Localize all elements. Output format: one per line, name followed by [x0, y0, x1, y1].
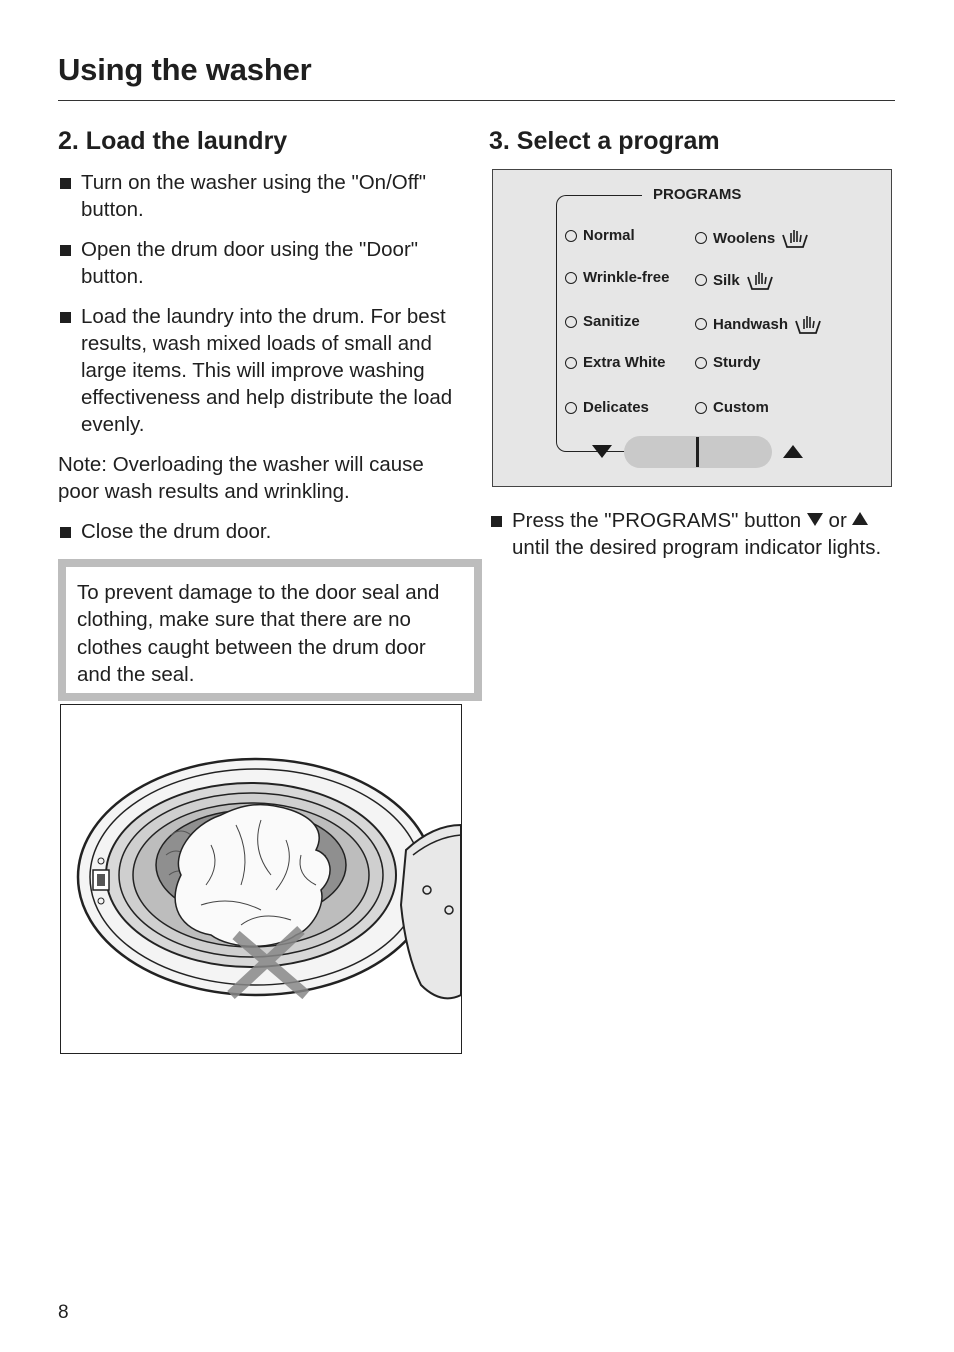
bullet-text: Close the drum door.: [81, 520, 272, 543]
select-program-heading: 3. Select a program: [489, 127, 720, 155]
indicator-led-icon: [695, 402, 707, 414]
bullet-square-icon: [60, 312, 71, 323]
page-number: 8: [58, 1302, 69, 1323]
program-normal[interactable]: [565, 227, 635, 244]
program-label: Extra White: [583, 354, 666, 371]
program-label: Sanitize: [583, 313, 640, 330]
indicator-led-icon: [695, 357, 707, 369]
program-instruction: [512, 509, 881, 559]
indicator-led-icon: [565, 402, 577, 414]
bullet-text: Open the drum door using the "Door" button.: [81, 238, 419, 288]
handwash-tub-icon: [794, 313, 822, 335]
handwash-tub-icon: [781, 227, 809, 249]
program-handwash[interactable]: [695, 313, 822, 335]
bullet-item: [58, 169, 464, 223]
program-sturdy[interactable]: [695, 354, 761, 371]
program-label: Wrinkle-free: [583, 269, 670, 286]
indicator-led-icon: [565, 230, 577, 242]
programs-control-panel: [492, 169, 892, 487]
select-program-section: [489, 124, 895, 574]
load-laundry-heading: 2. Load the laundry: [58, 127, 288, 155]
warning-text: To prevent damage to the door seal and clothing, make sure that there are no clothes caught between the drum door and the seal.: [77, 581, 440, 686]
load-laundry-section: [58, 124, 464, 701]
down-triangle-icon: [807, 513, 823, 526]
program-custom[interactable]: [695, 399, 769, 416]
program-silk[interactable]: [695, 269, 774, 291]
program-label: Handwash: [713, 315, 789, 333]
program-down-arrow-icon[interactable]: [592, 445, 612, 458]
program-label: Woolens: [713, 229, 776, 247]
indicator-led-icon: [695, 318, 707, 330]
indicator-led-icon: [695, 232, 707, 244]
warning-box: [58, 559, 482, 701]
washer-drum-image: [61, 705, 461, 1053]
bullet-text: Load the laundry into the drum. For best results, wash mixed loads of small and large items. This will improve washing effectiveness and help distribute the load evenly.: [81, 305, 453, 436]
up-triangle-icon: [852, 512, 868, 525]
drum-illustration: [60, 704, 462, 1054]
program-wrinkle-free[interactable]: [565, 269, 669, 286]
bullet-square-icon: [60, 245, 71, 256]
program-label: Sturdy: [713, 354, 761, 371]
bullet-square-icon: [60, 178, 71, 189]
instruction-text: until the desired program indicator lights.: [512, 536, 882, 559]
program-label: Silk: [713, 271, 740, 289]
bullet-item: [58, 236, 464, 290]
programs-panel-heading: PROGRAMS: [653, 186, 742, 203]
bullet-item: [489, 507, 895, 561]
indicator-led-icon: [695, 274, 707, 286]
program-label: Normal: [583, 227, 635, 244]
selector-divider: [696, 437, 699, 467]
bullet-square-icon: [60, 527, 71, 538]
page-title: Using the washer: [58, 52, 312, 87]
indicator-led-icon: [565, 357, 577, 369]
program-label: Delicates: [583, 399, 649, 416]
bullet-text: Turn on the washer using the "On/Off" button.: [81, 171, 427, 221]
bullet-item: [58, 303, 464, 438]
program-label: Custom: [713, 399, 769, 416]
program-delicates[interactable]: [565, 399, 649, 416]
program-woolens[interactable]: [695, 227, 809, 249]
overload-note: Note: Overloading the washer will cause poor wash results and wrinkling.: [58, 453, 424, 503]
title-divider: [58, 100, 895, 101]
program-extra-white[interactable]: [565, 354, 666, 371]
program-up-arrow-icon[interactable]: [783, 445, 803, 458]
program-selector-button[interactable]: [624, 436, 772, 468]
program-sanitize[interactable]: [565, 313, 640, 330]
indicator-led-icon: [565, 272, 577, 284]
indicator-led-icon: [565, 316, 577, 328]
bullet-square-icon: [491, 516, 502, 527]
instruction-text: or: [828, 509, 847, 532]
bullet-item: [58, 518, 464, 545]
handwash-tub-icon: [746, 269, 774, 291]
instruction-text: Press the "PROGRAMS" button: [512, 509, 802, 532]
